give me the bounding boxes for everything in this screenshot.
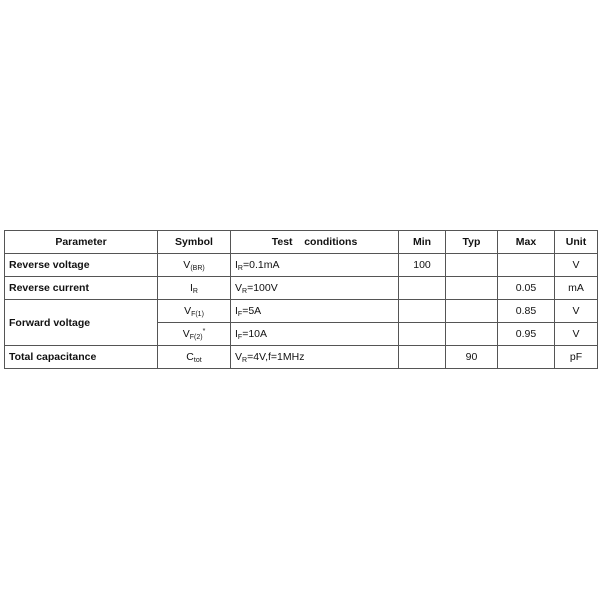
header-min: Min [399, 231, 446, 254]
condition-cell: $V_R=100V$ [231, 277, 399, 300]
min-cell: 100 [399, 254, 446, 277]
parameter-cell: Forward voltage [5, 300, 158, 346]
max-cell: 0.85 [498, 300, 555, 323]
unit-cell: V [555, 254, 598, 277]
max-cell: 0.95 [498, 323, 555, 346]
header-test-conditions: Test conditions [231, 231, 399, 254]
typ-cell [446, 300, 498, 323]
min-cell [399, 300, 446, 323]
symbol-cell: $C_{tot}$ [158, 346, 231, 369]
electrical-characteristics-table [4, 230, 598, 369]
min-cell [399, 323, 446, 346]
table-row [5, 277, 598, 300]
typ-cell [446, 254, 498, 277]
min-cell [399, 277, 446, 300]
symbol-cell: $I_R$ [158, 277, 231, 300]
table-row [5, 300, 598, 323]
header-unit: Unit [555, 231, 598, 254]
header-parameter: Parameter [5, 231, 158, 254]
table-row [5, 346, 598, 369]
unit-cell: mA [555, 277, 598, 300]
typ-cell: 90 [446, 346, 498, 369]
header-max: Max [498, 231, 555, 254]
unit-cell: V [555, 323, 598, 346]
header-typ: Typ [446, 231, 498, 254]
symbol-cell: $V_{F(2)}^*$ [158, 323, 231, 346]
header-row [5, 231, 598, 254]
typ-cell [446, 323, 498, 346]
condition-cell: $V_R=4V,f=1MHz$ [231, 346, 399, 369]
condition-cell: $I_R=0.1mA$ [231, 254, 399, 277]
symbol-cell: $V_{F(1)}$ [158, 300, 231, 323]
parameter-cell: Reverse voltage [5, 254, 158, 277]
condition-cell: $I_F=5A$ [231, 300, 399, 323]
unit-cell: V [555, 300, 598, 323]
unit-cell: pF [555, 346, 598, 369]
parameter-cell: Total capacitance [5, 346, 158, 369]
max-cell [498, 254, 555, 277]
symbol-cell: $V_{(BR)}$ [158, 254, 231, 277]
table-row [5, 254, 598, 277]
max-cell: 0.05 [498, 277, 555, 300]
parameter-cell: Reverse current [5, 277, 158, 300]
typ-cell [446, 277, 498, 300]
min-cell [399, 346, 446, 369]
condition-cell: $I_F=10A$ [231, 323, 399, 346]
header-symbol: Symbol [158, 231, 231, 254]
max-cell [498, 346, 555, 369]
